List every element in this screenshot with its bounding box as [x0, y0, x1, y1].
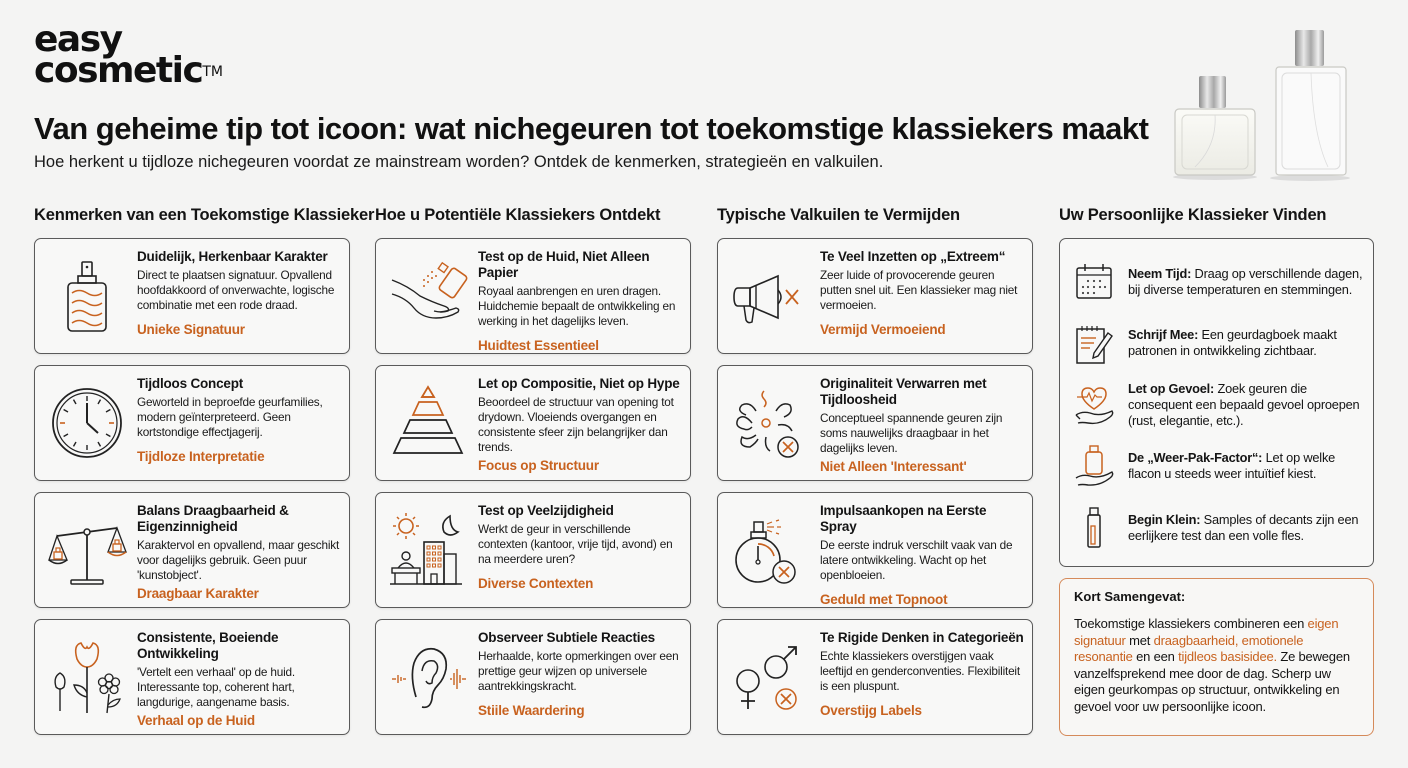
card-title: Let op Compositie, Niet op Hype: [478, 376, 680, 391]
brand-line-1: easy: [34, 19, 122, 60]
tip-text: Let op welke flacon u steeds weer intuïtief kiest.: [1128, 450, 1336, 482]
card-tag: Huidtest Essentieel: [478, 338, 599, 353]
summary-text-part: Toekomstige klassiekers combineren een: [1074, 616, 1308, 631]
tip-item: [1074, 497, 1365, 559]
heart-hand-icon: [1074, 383, 1114, 427]
tip-item: [1074, 436, 1365, 498]
card-development: [34, 619, 350, 735]
perfume-bottles-image: [1165, 25, 1365, 185]
card-text: Werkt de geur in verschillende contexten (kantoor, vrije tijd, avond) en na meerdere uren?: [478, 522, 673, 566]
card-versatility: [375, 492, 691, 608]
card-title: Balans Draagbaarheid & Eigenzinnigheid: [137, 503, 289, 534]
brand-logo: [34, 19, 223, 91]
tip-label: Schrijf Mee:: [1128, 327, 1199, 343]
megaphone-x-icon: [730, 256, 810, 336]
card-title: Observeer Subtiele Reacties: [478, 630, 655, 645]
abstract-blob-x-icon: [730, 383, 810, 463]
card-recognizable-character: [34, 238, 350, 354]
column-pitfalls: [717, 206, 1033, 746]
card-text: Direct te plaatsen signatuur. Opvallend hoofdakkoord of onverwachte, logische combinatie met een rode draad.: [137, 268, 335, 312]
perfume-bottle-waves-icon: [47, 256, 127, 336]
page-subtitle: Hoe herkent u tijdloze nichegeuren voordat ze mainstream worden? Ontdek de kenmerken, strategieën en valkuilen.: [34, 153, 884, 171]
calendar-icon: [1074, 260, 1114, 304]
bottle-hand-icon: [1074, 444, 1114, 488]
card-tag: Vermijd Vermoeiend: [820, 322, 946, 337]
card-categories: [717, 619, 1033, 735]
clock-icon: [47, 383, 127, 463]
tip-text: Draag op verschillende dagen, bij diverse temperaturen en stemmingen.: [1128, 265, 1363, 297]
card-title: Test op Veelzijdigheid: [478, 503, 614, 518]
tip-text: Samples of decants zijn een eerlijkere test dan een volle fles.: [1128, 511, 1359, 543]
card-text: Herhaalde, korte opmerkingen over een prettige geur wijzen op universele aantrekkingskracht.: [478, 649, 679, 693]
tip-label: De „Weer-Pak-Factor“:: [1128, 450, 1263, 466]
card-title: Te Veel Inzetten op „Extreem“: [820, 249, 1006, 264]
card-text: Conceptueel spannende geuren zijn soms nauwelijks draagbaar in het dagelijks leven.: [820, 411, 1003, 455]
column-heading: Hoe u Potentiële Klassiekers Ontdekt: [375, 206, 661, 224]
card-title: Test op de Huid, Niet Alleen Papier: [478, 249, 650, 280]
card-tag: Verhaal op de Huid: [137, 713, 255, 728]
summary-heading: Kort Samengevat:: [1074, 589, 1186, 604]
card-tag: Stiile Waardering: [478, 703, 585, 718]
column-heading: Uw Persoonlijke Klassieker Vinden: [1059, 206, 1327, 224]
card-tag: Diverse Contexten: [478, 576, 594, 591]
summary-highlight: tijdleos basisidee.: [1178, 649, 1277, 664]
card-tag: Unieke Signatuur: [137, 322, 245, 337]
card-skin-test: [375, 238, 691, 354]
card-text: De eerste indruk verschilt vaak van de latere ontwikkeling. Wacht op het openbloeien.: [820, 538, 1013, 582]
summary-highlight: eigen signatuur: [1074, 616, 1339, 648]
card-tag: Niet Alleen 'Interessant': [820, 459, 967, 474]
card-tag: Tijdloze Interpretatie: [137, 449, 265, 464]
tips-panel: [1059, 238, 1374, 567]
card-title: Consistente, Boeiende Ontwikkeling: [137, 630, 279, 661]
spray-on-hand-icon: [388, 256, 468, 336]
card-balance: [34, 492, 350, 608]
card-tag: Draagbaar Karakter: [137, 586, 259, 601]
tip-text: Zoek geuren die consequent een bepaald gevoel oproepen (rust, elegantie, etc.).: [1128, 380, 1360, 428]
summary-text-part: Ze bewegen vanzelfsprekend mee door de dag. Scherp uw eigen geurkompas op structuur, ontwikkeling en gevoel voor uw persoonlijke icoon.: [1074, 649, 1350, 714]
card-text: Echte klassiekers overstijgen vaak leeftijd en genderconventies. Flexibiliteit is een pluspunt.: [820, 649, 1020, 693]
tip-item: [1074, 374, 1365, 436]
page-title: Van geheime tip tot icoon: wat nichegeuren tot toekomstige klassiekers maakt: [34, 111, 1149, 146]
summary-box: [1059, 578, 1374, 736]
card-originality: [717, 365, 1033, 481]
gender-symbols-x-icon: [730, 637, 810, 717]
pyramid-icon: [388, 383, 468, 463]
card-text: Beoordeel de structuur van opening tot drydown. Vloeiends overgangen en consistente sfeer zijn belangrijker dan trends.: [478, 395, 674, 454]
card-tag: Focus op Structuur: [478, 458, 599, 473]
card-tag: Geduld met Topnoot: [820, 592, 948, 607]
trademark: TM: [202, 64, 223, 80]
card-text: Karaktervol en opvallend, maar geschikt voor dagelijks gebruik. Geen puur 'kunstobject'.: [137, 538, 340, 582]
tip-text: Een geurdagboek maakt patronen in ontwikkeling zichtbaar.: [1128, 327, 1337, 359]
day-night-office-icon: [388, 510, 468, 590]
card-timeless-concept: [34, 365, 350, 481]
balance-scale-icon: [47, 510, 127, 590]
tip-label: Neem Tijd:: [1128, 265, 1192, 281]
card-text: Royaal aanbrengen en uren dragen. Huidchemie bepaalt de ontwikkeling en werking in het dagelijks leven.: [478, 284, 676, 328]
card-composition: [375, 365, 691, 481]
card-tag: Overstijg Labels: [820, 703, 922, 718]
card-text: 'Vertelt een verhaal' op de huid. Interessante top, coherent hart, langdurige, aangename basis.: [137, 665, 295, 709]
notepad-pen-icon: [1074, 321, 1114, 365]
summary-text: [1074, 616, 1361, 715]
card-reactions: [375, 619, 691, 735]
summary-text-part: en een: [1132, 649, 1179, 664]
sample-vial-icon: [1074, 506, 1114, 550]
column-heading: Kenmerken van een Toekomstige Klassieker: [34, 206, 375, 224]
column-heading: Typische Valkuilen te Vermijden: [717, 206, 960, 224]
tip-label: Let op Gevoel:: [1128, 380, 1215, 396]
card-title: Duidelijk, Herkenbaar Karakter: [137, 249, 328, 264]
card-title: Impulsaankopen na Eerste Spray: [820, 503, 987, 534]
card-impulse-buy: [717, 492, 1033, 608]
ear-icon: [388, 637, 468, 717]
flowers-icon: [47, 637, 127, 717]
card-title: Te Rigide Denken in Categorieën: [820, 630, 1024, 645]
card-text: Zeer luide of provocerende geuren putten snel uit. Een klassieker mag niet vermoeien.: [820, 268, 1018, 312]
card-text: Geworteld in beproefde geurfamilies, modern geïnterpreteerd. Geen kortstondige effectjagerij.: [137, 395, 323, 439]
card-title: Originaliteit Verwarren met Tijdloosheid: [820, 376, 987, 407]
card-title: Tijdloos Concept: [137, 376, 244, 391]
summary-highlight: draagbaarheid, emotionele resonantie: [1074, 632, 1304, 664]
tip-item: [1074, 251, 1365, 313]
column-personal: [1059, 206, 1374, 736]
tip-item: [1074, 313, 1365, 375]
spray-timer-x-icon: [730, 510, 810, 590]
summary-text-part: met: [1125, 632, 1154, 648]
tip-label: Begin Klein:: [1128, 511, 1201, 527]
column-characteristics: [34, 206, 375, 746]
card-extreme: [717, 238, 1033, 354]
brand-line-2: cosmetic: [34, 50, 203, 91]
column-discovery: [375, 206, 691, 746]
